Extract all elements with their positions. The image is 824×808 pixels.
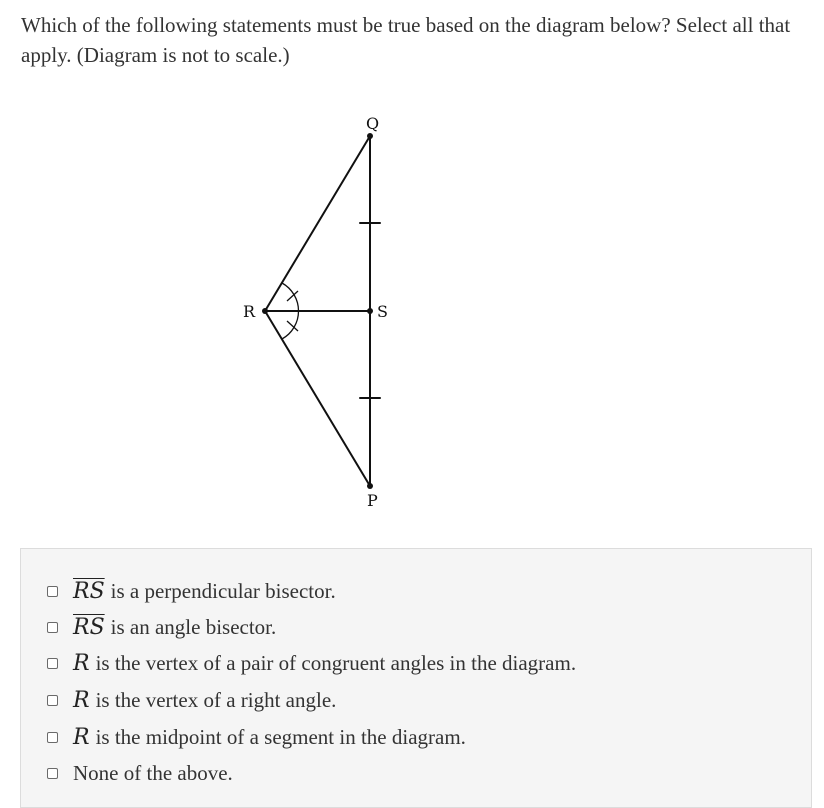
checkbox[interactable] [47,622,58,633]
checkbox[interactable] [47,658,58,669]
choice-option-5[interactable] [47,722,466,752]
choice-text: is the vertex of a right angle. [95,687,337,712]
checkbox[interactable] [47,732,58,743]
answer-choices-panel [20,548,812,808]
choice-text: is the vertex of a pair of congruent angles in the diagram. [95,650,577,675]
point-s [367,308,373,314]
segment-variable: $\overline{RS}$ [73,578,105,604]
choice-option-3[interactable] [47,648,576,678]
choice-option-1[interactable] [47,576,336,606]
label-r: R [243,302,256,321]
point-q [367,133,373,139]
choice-option-4[interactable] [47,685,336,715]
point-variable: R [73,724,90,750]
question-text: Which of the following statements must be true based on the diagram below? Select all that apply. (Diagram is not to scale.) [21,13,791,67]
segment-variable: $\overline{RS}$ [73,614,105,640]
point-variable: R [73,650,90,676]
choice-text: None of the above. [73,760,233,785]
point-r [262,308,268,314]
choice-option-2[interactable] [47,612,276,642]
choice-text: is a perpendicular bisector. [110,578,336,603]
checkbox[interactable] [47,695,58,706]
label-q: Q [366,114,380,133]
label-p: P [367,491,378,510]
point-variable: R [73,687,90,713]
checkbox[interactable] [47,768,58,779]
checkbox[interactable] [47,586,58,597]
segment-rq [265,136,370,311]
choice-option-6[interactable] [47,758,233,788]
choice-text: is the midpoint of a segment in the diagram. [95,724,466,749]
choice-text: is an angle bisector. [110,614,277,639]
label-s: S [377,302,388,321]
point-p [367,483,373,489]
segment-rp [265,311,370,486]
